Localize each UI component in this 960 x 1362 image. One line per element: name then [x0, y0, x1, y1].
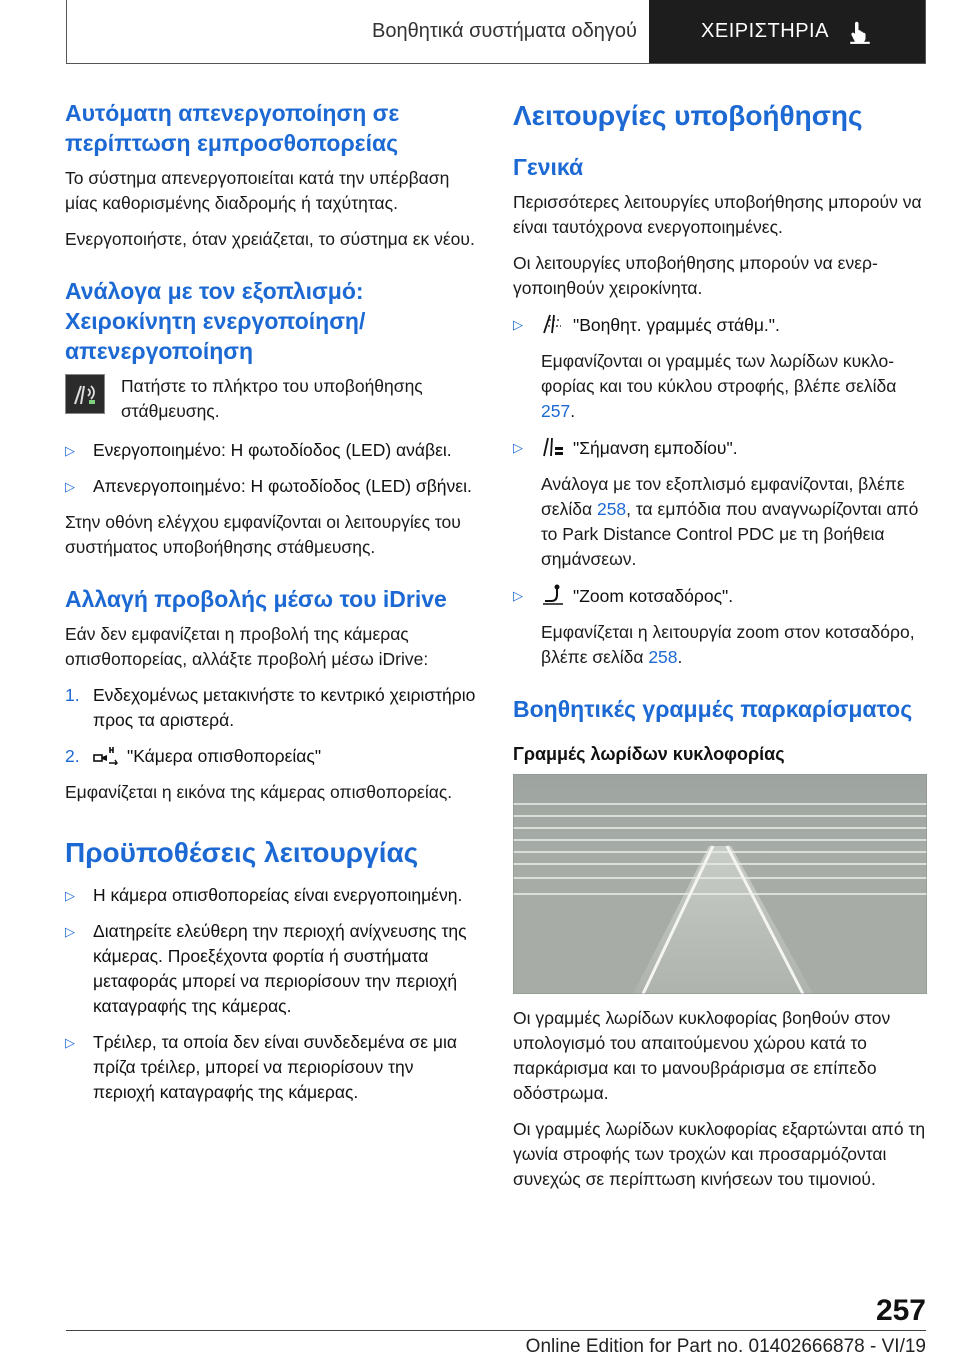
- period: .: [677, 647, 683, 667]
- function-label-wrap: [541, 583, 733, 609]
- step-item: [65, 683, 477, 733]
- reverse-camera-icon: [93, 745, 119, 765]
- function-description: [513, 620, 927, 670]
- description-text: , τα εμπόδια που αναγνωρίζονται από το Park Distance Control PDC με τη βοήθεια σημάνσεων.: [541, 499, 919, 569]
- paragraph: Στην οθόνη ελέγχου εμφανίζονται οι λειτουργίες του συστήματος υποβοήθησης στάθμευσης.: [65, 512, 461, 557]
- page-link-258[interactable]: 258: [596, 499, 627, 519]
- list-item-text: Απενεργοποιημένο: Η φωτοδίοδος (LED) σβήνει.: [93, 476, 472, 496]
- function-label-wrap: [541, 312, 780, 338]
- page-link-258[interactable]: 258: [648, 647, 678, 667]
- function-item-zoom-hitch: [513, 583, 927, 609]
- button-instruction: [65, 374, 477, 424]
- step-number: 1.: [65, 685, 80, 705]
- paragraph: Οι γραμμές λωρίδων κυκλοφορίας εξαρτώνται από τη γωνία στροφής των τροχών και προσαρμόζονται συνεχώς σε περίπτωση κινήσεων του τιμονιού.: [513, 1119, 926, 1189]
- right-column: [513, 98, 927, 1203]
- list-item-text: Η κάμερα οπισθοπορείας είναι ενεργοποιημένη.: [93, 885, 463, 905]
- triangle-bullet-icon: ▷: [65, 888, 75, 903]
- triangle-bullet-icon: ▷: [65, 443, 75, 458]
- list-item-text: Διατηρείτε ελεύθερη την περιοχή ανίχνευσης της κάμερας. Προεξέχοντα φορτία ή συστήματα μεταφοράς μπορεί να περιορίσουν την περιοχή καταγραφής της κάμερας.: [93, 921, 467, 1016]
- paragraph: Το σύστημα απενεργοποιείται κατά την υπέρβαση μίας καθορισμένης διαδρομής ή ταχύτητας.: [65, 168, 450, 213]
- page-link-257[interactable]: 257: [541, 401, 571, 421]
- function-label: "Zoom κοτσαδόρος".: [573, 586, 734, 606]
- paragraph: Εμφανίζεται η εικόνα της κάμερας οπισθοπορείας.: [65, 782, 453, 802]
- list-item: [65, 883, 477, 908]
- step-number: 2.: [65, 746, 80, 766]
- section-title: Βοηθητικά συστήματα οδηγού: [372, 20, 637, 42]
- footer-divider: [66, 1330, 926, 1331]
- heading-assist-functions: Λειτουργίες υποβοήθησης: [513, 100, 863, 131]
- list-item: [65, 438, 477, 463]
- period: .: [570, 401, 576, 421]
- heading-lane-lines: Γραμμές λωρίδων κυκλοφορίας: [513, 744, 785, 764]
- function-item-guide-lines: [513, 312, 927, 338]
- description-text: Ανάλογα με τον εξοπλισμό εμφανίζονται, βλέπε σελίδα: [541, 474, 905, 519]
- page-number: 257: [875, 1294, 926, 1327]
- parking-lines-icon: [541, 312, 565, 334]
- function-label: "Σήμανση εμποδίου".: [573, 438, 738, 458]
- list-item-text: Τρέιλερ, τα οποία δεν είναι συνδεδεμένα σε μια πρίζα τρέιλερ, μπορεί να περιορίσουν την περιοχή καταγραφής της κάμερας.: [93, 1032, 457, 1102]
- description-text: Εμφανίζεται η λειτουργία zoom στον κοτσαδόρο, βλέπε σελίδα: [541, 622, 915, 667]
- step-text-wrap: [93, 744, 321, 769]
- heading-manual-activation: Ανάλογα με τον εξοπλισμό: Χειροκίνητη ενεργοποίηση/ απενεργοποίηση: [65, 278, 366, 364]
- button-instruction-text: Πατήστε το πλήκτρο του υποβοήθησης στάθμευσης.: [121, 376, 423, 421]
- paragraph: Οι γραμμές λωρίδων κυκλοφορίας βοηθούν στον υπολογισμό του απαιτούμενου χώρου κατά το παρκάρισμα και το μανουβράρισμα σε επίπεδο οδόστρωμα.: [513, 1008, 891, 1103]
- left-column: [65, 98, 477, 1116]
- heading-general: Γενικά: [513, 154, 584, 180]
- step-text: "Κάμερα οπισθοπορείας": [127, 746, 322, 766]
- paragraph: Εάν δεν εμφανίζεται η προβολή της κάμερας οπισθοπορείας, αλλάξτε προβολή μέσω iDrive:: [65, 624, 429, 669]
- heading-parking-lines: Βοηθητικές γραμμές παρκαρίσματος: [513, 696, 913, 722]
- heading-auto-deactivation: Αυτόματη απενεργοποίηση σε περίπτωση εμπροσθοπορείας: [65, 100, 400, 156]
- triangle-bullet-icon: ▷: [65, 479, 75, 494]
- list-item: [65, 919, 477, 1019]
- paragraph: Οι λειτουργίες υποβοήθησης μπορούν να ενεργοποιηθούν χειροκίνητα.: [513, 253, 878, 298]
- paragraph: Ενεργοποιήστε, όταν χρειάζεται, το σύστημα εκ νέου.: [65, 229, 475, 249]
- function-item-obstacle-marking: [513, 435, 927, 461]
- triangle-bullet-icon: ▷: [513, 588, 523, 603]
- function-label-wrap: [541, 435, 738, 461]
- page-header: [66, 0, 926, 64]
- triangle-bullet-icon: ▷: [65, 924, 75, 939]
- function-description: [513, 349, 927, 424]
- triangle-bullet-icon: ▷: [513, 317, 523, 332]
- step-text: Ενδεχομένως μετακινήστε το κεντρικό χειριστήριο προς τα αριστερά.: [93, 685, 476, 730]
- chapter-tab-label: ΧΕΙΡΙΣΤΗΡΙΑ: [701, 20, 829, 42]
- list-item: [65, 1030, 477, 1105]
- function-description: [513, 472, 927, 572]
- step-item: [65, 744, 477, 769]
- footer-edition: Online Edition for Part no. 01402666878 - VI/19: [525, 1336, 926, 1357]
- hand-pointer-icon: [847, 19, 873, 45]
- triangle-bullet-icon: ▷: [65, 1035, 75, 1050]
- paragraph: Περισσότερες λειτουργίες υποβοήθησης μπορούν να είναι ταυτόχρονα ενεργοποιημένες.: [513, 192, 922, 237]
- trailer-hitch-icon: [541, 583, 565, 605]
- park-assist-button-image: [65, 374, 105, 414]
- lane-lines-illustration: [513, 774, 927, 994]
- function-label: "Βοηθητ. γραμμές στάθμ.".: [573, 315, 780, 335]
- obstacle-marking-icon: [541, 435, 565, 457]
- chapter-tab: [649, 0, 925, 63]
- park-assist-icon: [71, 380, 99, 408]
- triangle-bullet-icon: ▷: [513, 440, 523, 455]
- description-text: Εμφανίζονται οι γραμμές των λωρίδων κυκλοφορίας και του κύκλου στροφής, βλέπε σελίδα: [541, 351, 897, 396]
- heading-change-view: Αλλαγή προβολής μέσω του iDrive: [65, 586, 447, 612]
- list-item-text: Ενεργοποιημένο: Η φωτοδίοδος (LED) ανάβει.: [93, 440, 452, 460]
- list-item: [65, 474, 477, 499]
- heading-requirements: Προϋποθέσεις λειτουργίας: [65, 837, 419, 868]
